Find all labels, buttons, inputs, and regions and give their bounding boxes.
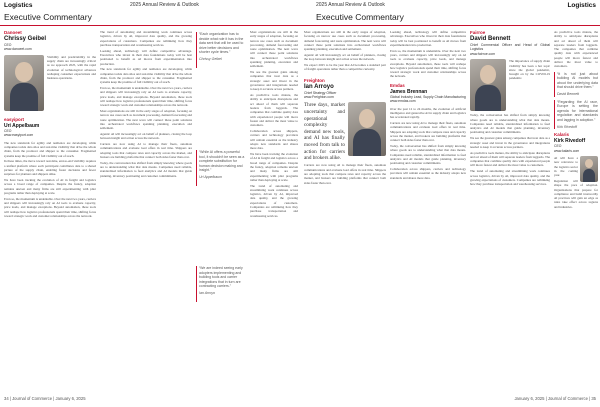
column-3 (250, 30, 298, 394)
profile-freighton (304, 78, 386, 100)
column-5 (390, 30, 466, 394)
company-name: Freighton (304, 77, 325, 83)
person-name: Ian Arroyo (304, 83, 334, 90)
profile-easyiport (4, 117, 96, 138)
person-title: Chief Strategy Officer (304, 90, 337, 95)
paragraph: We have been tracking the evolution of AI in freight and logistics across a broad range of companies. Despite the frenzy, adoption remains uneven and many firms are still experimenting with pilot programs rather than deploying at scale. (4, 178, 96, 195)
pull-quote-1 (199, 32, 247, 76)
company-name: Kalaris (554, 132, 570, 138)
paragraph: Most organizations are still in the early stages of adoption, focusing on narrow use cases such as document processing, demand forecasting and route optimization. The next wave will connect these point solutions into orchestrated workflows spanning planning, execution and settlement. (250, 30, 298, 69)
paragraph: Carriers are now using AI to manage their fleets, automate communications and evaluate load offers in real time. Shippers are adopting tools that compare rates and capacity across the market, and brokers are building platforms that connect both sides faster than ever. (304, 163, 386, 185)
paragraph: Most organizations are still in the early stages of adoption, focusing on narrow use cases such as document processing, demand forecasting and route optimization. The next wave will connect these point solutions into orchestrated workflows spanning planning, execution and settlement. (100, 109, 192, 131)
profile-kalaris (554, 132, 598, 153)
paragraph: We expect 2025 to be the year that AI becomes a standard part of freight operations rather than a competitive curiosity. (304, 63, 386, 72)
quote-attribution: Ian Arroyo (199, 290, 216, 295)
portrait-photo (470, 59, 506, 111)
website: www.easyiport.com (4, 133, 34, 138)
quote-text: “We are indeed seeing early adopters implementing and building tools and carrier integrations that in turn are contracting carriers.” (199, 266, 243, 289)
quote-attribution: Chrissy Geibel (199, 56, 222, 61)
rubric-title: Executive Commentary (316, 12, 404, 22)
issue-label: 2025 Annual Review & Outlook (316, 2, 385, 8)
right-footer: January 6, 2025 | Journal of Commerce | 35 (514, 396, 596, 401)
paragraph: Even so, the momentum is undeniable. Over the next two years, carriers and shippers will increasingly rely on AI tools to evaluate capacity, price loads, and manage exceptions. Beyond automation, these tools will reshape how logistics professionals spend their time, shifting focus toward strategic work and customer relationships across the network. (4, 196, 96, 218)
column-4 (304, 30, 386, 394)
right-page-header (300, 0, 600, 26)
column-6 (470, 30, 550, 394)
person-name: James Brennan (390, 88, 428, 95)
profile-danoet (4, 30, 96, 52)
quote-text: “Each organization has to decide what role it has in the data sent that will be used to drive better decisions and shorter cycle times.” (199, 32, 244, 55)
profile-emdas (390, 83, 466, 104)
company-name: Fairroe (470, 30, 486, 35)
paragraph: Agentic AI will increasingly act on behalf of planners, closing the loop between insight and action across the network. (100, 132, 192, 141)
company-name: easyiport (4, 116, 25, 122)
quote-attribution: Uri Appelbaum (199, 174, 223, 179)
portrait-photo (580, 156, 598, 182)
paragraph: The trend of automating and streamlining work continues across logistics, driven by AI, improved data quality, and the growing expectations of customers. Companies are rethinking how they purchase transportation and warehousing services. (470, 169, 550, 187)
quote-text: “Regarding the AI race, Europe is setting the agenda for international regulation and standards and lagging in adoption.” (557, 99, 598, 123)
person-title: CEO (554, 144, 562, 149)
paragraph: Today, the conversation has shifted from simply knowing where goods are to understanding what that data means. Companies need reliable, standardized information to feed analytics and AI models that guide planning, inventory positioning and customer commitments. (470, 113, 550, 135)
section-label: Logistics (4, 2, 33, 9)
quote-attribution: Kirk Rivedoff (557, 124, 577, 129)
paragraph: Carriers are now using AI to manage their fleets, automate communications and evaluate load offers in real time. Shippers are adopting tools that compare rates and capacity across the market, and brokers are building platforms that connect both sides faster than ever. (100, 142, 192, 160)
paragraph: We have been tracking the evolution of AI in freight and logistics across a broad range of companies. Despite the frenzy, adoption remains uneven and many firms are still experimenting with pilot programs rather than deploying at scale. (250, 152, 298, 182)
paragraph: Collaboration across shippers, carriers and technology providers will remain essential as the industry adopts new standards and shares more data. (250, 129, 298, 151)
quote-text: “While AI offers a powerful tool, it shouldn’t be seen as a complete substitution for human decision making and insight.” (199, 150, 245, 173)
paragraph: As predictive tools mature, the ability to anticipate disruptions and act ahead of them will separate leaders from laggards. The companies that combine quality data with experienced people will move fastest and deliver the most value to customers. (554, 30, 598, 69)
pull-quote-2 (199, 150, 247, 198)
website: www.emdas.com (390, 99, 416, 104)
pull-quote-4 (554, 72, 598, 97)
paragraph: Carriers are now using AI to manage their fleets, automate communications and evaluate load offers in real time. Shippers are adopting tools that compare rates and capacity across the market, and brokers are building platforms that connect both sides faster than ever. (390, 120, 466, 143)
person-name: David Bennett (470, 36, 511, 42)
lead-paragraph: Visibility and predictability in the supply chain are increasingly critical as we approach 2025, with the rapid evolution of technological advances reshaping consumer expectations and business operations. (47, 54, 96, 81)
person-title: Chief Commercial Officer and Head of Global Logistics (470, 43, 550, 52)
column-1 (4, 30, 96, 394)
paragraph: The new standards for agility and resilience are developing, while companies tackle data silos and real-time visibility that drive the whole chain, from the producer and shipper to the consumer. Fragmented systems keep the promise of full visibility out of reach. (100, 67, 192, 85)
paragraph: As predictive tools mature, the ability to anticipate disruptions and act ahead of them will separate leaders from laggards. The companies that combine quality data with experienced people will move fastest and deliver the most value to customers. (470, 150, 550, 168)
paragraph: As predictive tools mature, the ability to anticipate disruptions and act ahead of them will separate leaders from laggards. The companies that combine quality data with experienced people will move fastest and deliver the most value to customers. (250, 93, 298, 128)
paragraph: The trend of automating and streamlining work continues across logistics, driven by AI, improved data quality, and the growing expectations of customers. Companies are rethinking how they purchase transportation and warehousing services. (100, 30, 192, 47)
paragraph: Looking ahead, technology will define competitive advantage. Executives who invest in their data foundations today will be best positioned to benefit as AI moves from experimentation into production. (100, 48, 192, 66)
right-page (300, 0, 600, 407)
person-name: Chrissy Geibel (4, 36, 47, 42)
person-title: CEO (4, 43, 12, 47)
paragraph: Even so, the momentum is undeniable. Over the next two years, carriers and shippers will increasingly rely on AI tools to evaluate capacity, price loads, and manage exceptions. Beyond automation, these tools will reshape how logistics professionals spend their time, shifting focus toward strategic work and customer relationships across the network. (100, 86, 192, 108)
company-name: Danoeet (4, 30, 22, 35)
paragraph: We see the greatest gains among companies that treat data as a strategic asset and invest in the governance and integrations needed to keep it accurate across partners. (470, 136, 550, 149)
lead-paragraph: AI will have a new relevance to the logistics sector in the coming year. (554, 156, 578, 178)
paragraph: Regulation will shape the pace of adoption. Organizations that prepare for compliance and build trustworthy AI practices will gain an edge as rules take effect across regions and industries. (554, 179, 598, 209)
person-name: Kirk Rivedoff (554, 138, 586, 145)
column-2 (100, 30, 192, 394)
left-page-header (0, 0, 300, 26)
quote-text: “It is not just about building AI models but about the underlying data that should drive them.” (557, 71, 598, 90)
lead-paragraph: Over the past 12 to 24 months, the evolution of artificial intelligence and generative AI in supply chain and logistics has accelerated rapidly. (390, 106, 466, 120)
person-name: Uri Appelbaum (4, 122, 40, 129)
paragraph: We see the greatest gains among companies that treat data as a strategic asset and invest in the governance and integrations needed to keep it accurate across partners. (250, 70, 298, 92)
section-label: Logistics (567, 2, 596, 9)
website: www.kalaris.com (554, 148, 580, 153)
website: www.fairroe.com (470, 51, 496, 56)
quote-attribution: David Bennett (557, 92, 579, 97)
pull-quote-3 (199, 266, 247, 312)
paragraph: In these times, the move toward real-time, end-to-end visibility requires a unified platform where each participant contributes data to a shared picture of the supply chain, enabling faster decisions and fewer surprises for planners and shippers alike. (4, 159, 96, 177)
rubric-title: Executive Commentary (4, 12, 92, 22)
person-title: CEO (4, 128, 12, 133)
quote-rule (196, 150, 197, 186)
paragraph: Even so, the momentum is undeniable. Over the next two years, carriers and shippers will increasingly rely on AI tools to evaluate capacity, price loads, and manage exceptions. Beyond automation, these tools will reshape how logistics professionals spend their time, shifting focus toward strategic work and customer relationships across the network. (390, 48, 466, 79)
company-name: Emdas (390, 82, 405, 88)
paragraph: Today, the conversation has shifted from simply knowing where goods are to understanding what that data means. Companies need reliable, standardized information to feed analytics and AI models that guide planning, inventory positioning and customer commitments. (390, 143, 466, 166)
website: www.Freighton.com (304, 95, 334, 100)
paragraph: Collaboration across shippers, carriers and technology providers will remain essential as the industry adopts new standards and shares more data. (390, 166, 466, 180)
paragraph: Agentic AI will increasingly act on behalf of planners, closing the loop between insight and action across the network. (304, 52, 386, 62)
paragraph: The trend of automating and streamlining work continues across logistics, driven by AI, improved data quality, and the growing expectations of customers. Companies are rethinking how they purchase transportation and warehousing services. (250, 183, 298, 218)
left-footer: 34 | Journal of Commerce | January 6, 2025 (4, 396, 86, 401)
paragraph: Today, the conversation has shifted from simply knowing where goods are to understanding what that data means. Companies need reliable, standardized information to feed analytics and AI models that guide planning, inventory positioning and customer commitments. (100, 160, 192, 178)
column-7 (554, 30, 598, 394)
lead-paragraph: Three days, market uncertainty and operational complexity demand new tools, and AI has finally moved from talk to action for carriers and brokers alike. (304, 102, 345, 162)
profile-fairroe (470, 30, 550, 56)
person-title: Global Industry Lead, Supply Chain Manufacturing (390, 94, 466, 99)
portrait-photo (4, 55, 44, 111)
lead-paragraph: The importance of supply chain visibility has been a hot topic since the global pandemic, brought on by the COVID-19 pandemic. (509, 59, 550, 81)
paragraph: The new standards for agility and resilience are developing, while companies tackle data silos and real-time visibility that drive the whole chain, from the producer and shipper to the consumer. Fragmented systems keep the promise of full visibility out of reach. (4, 140, 96, 158)
quote-rule (196, 266, 197, 302)
website: www.danoeet.com (4, 47, 32, 52)
quote-rule (196, 32, 197, 68)
paragraph: Most organizations are still in the early stages of adoption, focusing on narrow use cases such as document processing, demand forecasting and route optimization. The next wave will connect these point solutions into orchestrated workflows spanning planning, execution and settlement. (304, 30, 386, 52)
pull-quote-5 (554, 100, 598, 130)
paragraph: Looking ahead, technology will define competitive advantage. Executives who invest in their data foundations today will be best positioned to benefit as AI moves from experimentation into production. (390, 30, 466, 47)
issue-label: 2025 Annual Review & Outlook (130, 2, 199, 8)
portrait-photo (348, 102, 386, 156)
